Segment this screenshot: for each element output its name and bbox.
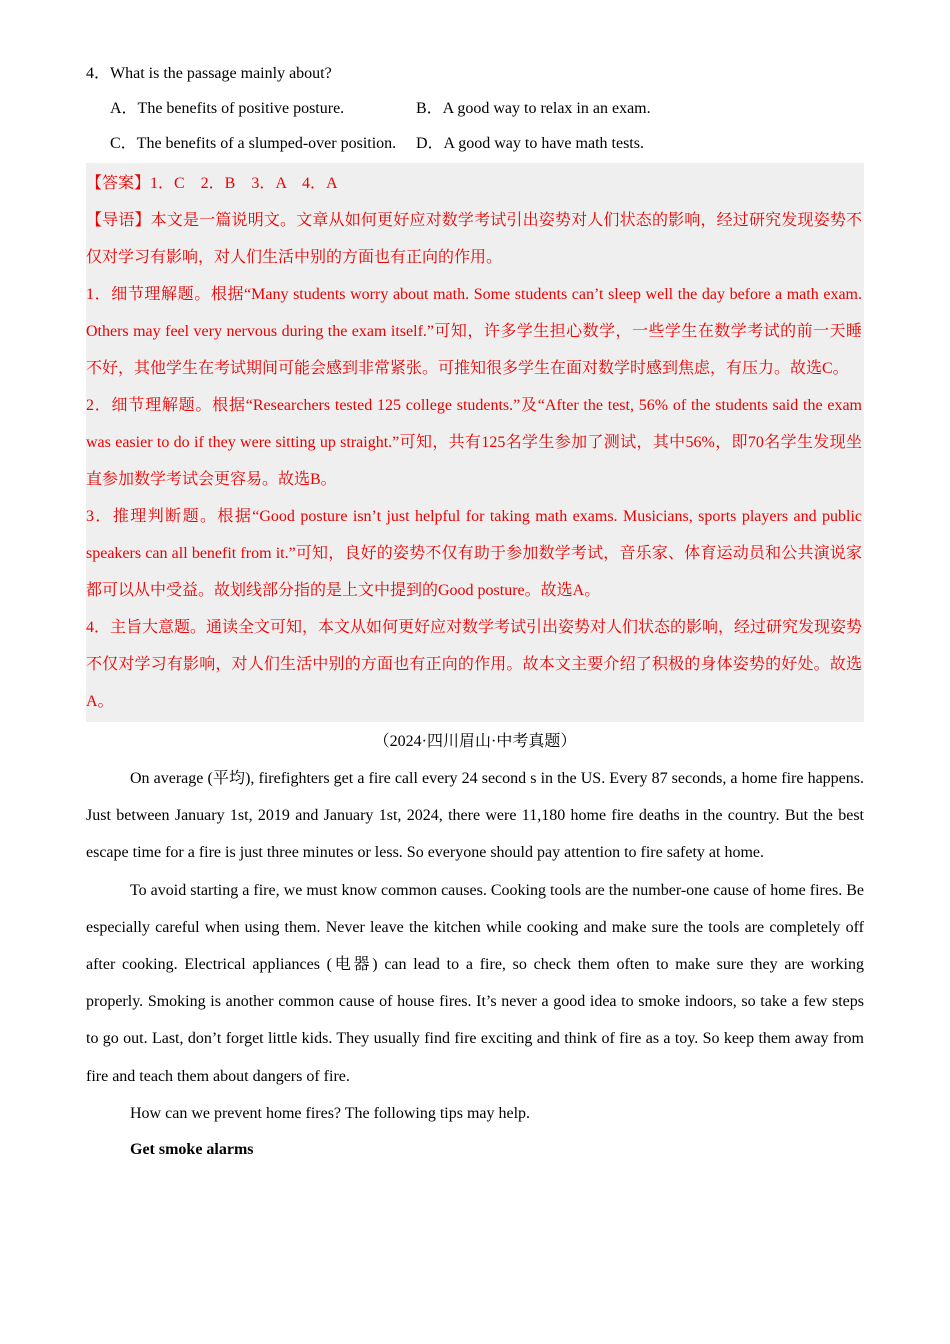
passage-paragraph-1: On average (平均), firefighters get a fire call every 24 second s in the US. Every 87 seconds, a home fire happens. Just between January 1st, 2019 and January 1st, 2024, there were 11,180 home fire deaths in the country. But the best escape time for a fire is just three minutes or less. So everyone should pay attention to fire safety at home. <box>86 770 864 862</box>
options-row-cd <box>86 126 864 161</box>
passage-paragraph-2: To avoid starting a fire, we must know common causes. Cooking tools are the number-one cause of home fires. Be especially careful when using them. Never leave the kitchen while cooking and make sure the tools are completely off after cooking. Electrical appliances (电器) can lead to a fire, so check them often to make sure they are working properly. Smoking is another common cause of house fires. It’s never a good idea to smoke indoors, so take a few steps to go out. Last, don’t forget little kids. They usually find fire exciting and think of fire as a toy. So keep them away from fire and teach them about dangers of fire. <box>86 881 864 1085</box>
explanation-1: 1．细节理解题。根据“Many students worry about math. Some students can’t sleep well the day before a math exam. Others may feel very nervous during the exam itself.”可知，许多学生担心数学，一些学生在数学考试的前一天睡不好，其他学生在考试期间可能会感到非常紧张。可推知很多学生在面对数学时感到焦虑，有压力。故选C。 <box>86 286 862 377</box>
option-b: B．A good way to relax in an exam. <box>416 100 651 117</box>
document-page <box>86 56 864 1167</box>
section-heading: Get smoke alarms <box>130 1141 254 1159</box>
answer-key: 【答案】1．C 2．B 3．A 4．A <box>86 175 338 192</box>
passage-paragraph-3: How can we prevent home fires? The following tips may help. <box>130 1104 531 1122</box>
option-a: A．The benefits of positive posture. <box>110 100 345 117</box>
option-c: C．The benefits of a slumped-over position. <box>110 135 397 152</box>
option-d: D．A good way to have math tests. <box>416 135 644 152</box>
source-label: （2024·四川眉山·中考真题） <box>373 733 577 750</box>
question-4-stem: 4．What is the passage mainly about? <box>86 65 332 82</box>
explanation-4: 4．主旨大意题。通读全文可知，本文从如何更好应对数学考试引出姿势对人们状态的影响，经过研究发现姿势不仅对学习有影响，对人们生活中别的方面也有正向的作用。故本文主要介绍了积极的身体姿势的好处。故选A。 <box>86 619 863 710</box>
answer-box <box>86 163 864 722</box>
explanation-2: 2．细节理解题。根据“Researchers tested 125 college students.”及“After the test, 56% of the students said the exam was easier to do if they were sitting up straight.”可知，共有125名学生参加了测试，其中56%，即70名学生发现坐直参加数学考试会更容易。故选B。 <box>86 397 862 488</box>
explanation-3: 3．推理判断题。根据“Good posture isn’t just helpful for taking math exams. Musicians, sports players and public speakers can all benefit from it.”可知，良好的姿势不仅有助于参加数学考试，音乐家、体育运动员和公共演说家都可以从中受益。故划线部分指的是上文中提到的Good posture。故选A。 <box>86 508 862 599</box>
answer-intro: 【导语】本文是一篇说明文。文章从如何更好应对数学考试引出姿势对人们状态的影响，经过研究发现姿势不仅对学习有影响，对人们生活中别的方面也有正向的作用。 <box>86 212 862 266</box>
options-row-ab <box>86 91 864 126</box>
